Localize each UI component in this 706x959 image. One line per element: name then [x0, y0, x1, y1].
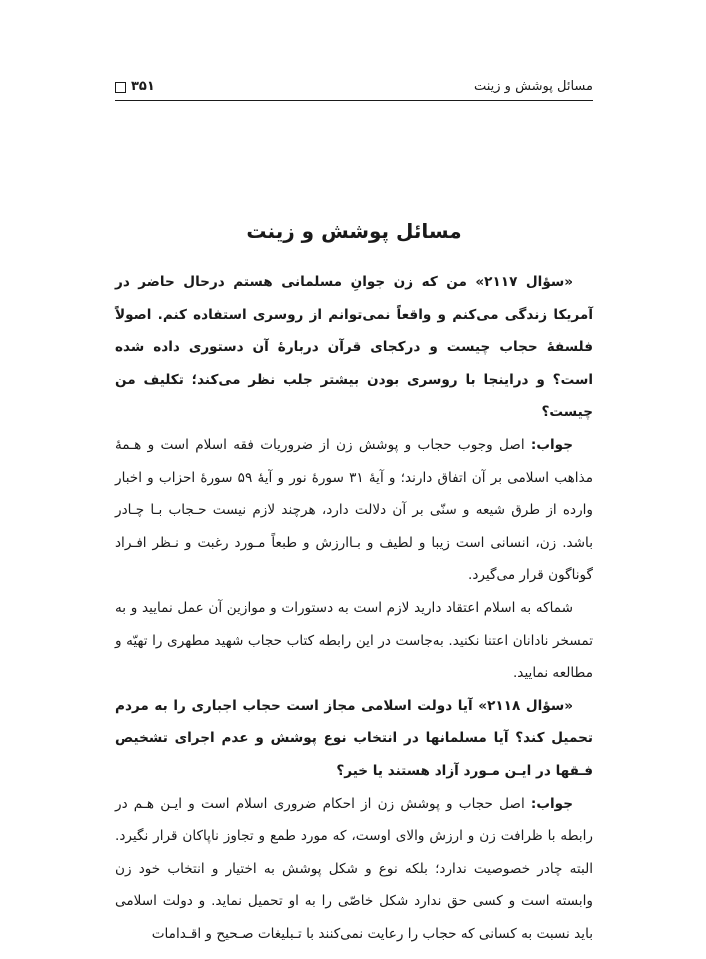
- body-text: [115, 266, 593, 950]
- answer-text: اصل حجاب و پوشش زن از احکام ضروری اسلام است و ایـن هـم در رابطه با ظرافت زن و ارزش والای اوست، که مورد طمع و تجاوز ناپاکان قرار نگیرد. البته چادر خصوصیت ندارد؛ بلکه نوع و شکل پوشش به اختیار و انتخاب خود زن وابسته است و کسی حق ندارد شکل خاصّی را به او تحمیل نماید. و دولت اسلامی باید نسبت به کسانی که حجاب را رعایت نمی‌کنند با تـبلیغات صـحیح و اقـدامات: [115, 795, 593, 942]
- running-title: مسائل پوشش و زینت: [473, 79, 593, 94]
- answer-text: اصل وجوب حجاب و پوشش زن از ضروریات فقه اسلام است و هـمهٔ مذاهب اسلامی بر آن اتفاق دارند؛ و آیهٔ ۳۱ سورهٔ نور و آیهٔ ۵۹ سورهٔ احزاب و اخبار وارده از طرق شیعه و سنّی بر آن دلالت دارد، هرچند لازم نیست حـجاب بـا چـادر باشد. زن، انسانی است زیبا و لطیف و بـاارزش و طبعاً مـورد رغبت و نـظر افـراد گوناگون قرار می‌گیرد.: [115, 436, 593, 584]
- page-number-group: [115, 76, 155, 98]
- page-box-icon: [115, 82, 126, 93]
- chapter-title: مسائل پوشش و زینت: [246, 219, 462, 243]
- question-label: «سؤال ۲۱۱۷»: [475, 274, 573, 290]
- answer-2118: [115, 788, 593, 951]
- running-header: [115, 76, 593, 98]
- answer-2117-continuation: شماکه به اسلام اعتقاد دارید لازم است به دستورات و موازین آن عمل نمایید و به تمسخر نادانان اعتنا نکنید. به‌جاست در این رابطه کتاب حجاب شهید مطهری را تهیّه و مطالعه نمایید.: [115, 599, 593, 682]
- question-text: من که زن جوانِ مسلمانی هستم درحال حاضر در آمریکا زندگی می‌کنم و واقعاً نمی‌توانم از روسری استفاده کنم. اصولاً فلسفهٔ حجاب چیست و درکجای قرآن دربارهٔ آن دستوری داده شده است؟ و دراینجا با روسری بودن بیشتر جلب نظر می‌کند؛ تکلیف من چیست؟: [115, 274, 593, 421]
- page-number: ۳۵۱: [131, 79, 155, 94]
- question-label: «سؤال ۲۱۱۸»: [478, 697, 574, 714]
- answer-label: جواب:: [530, 795, 573, 812]
- answer-2117: [115, 429, 593, 592]
- question-2117: [115, 266, 593, 429]
- question-2118: [115, 690, 593, 788]
- question-text: آیا دولت اسلامی مجاز است حجاب اجباری را به مردم تحمیل کند؟ آیا مسلمانها در انتخاب نوع پوشش و عدم اجرای تشخیص فـقها در ایـن مـورد آزاد هستند یا خیر؟: [115, 697, 593, 779]
- header-rule: [115, 100, 593, 101]
- answer-label: جواب:: [530, 436, 573, 453]
